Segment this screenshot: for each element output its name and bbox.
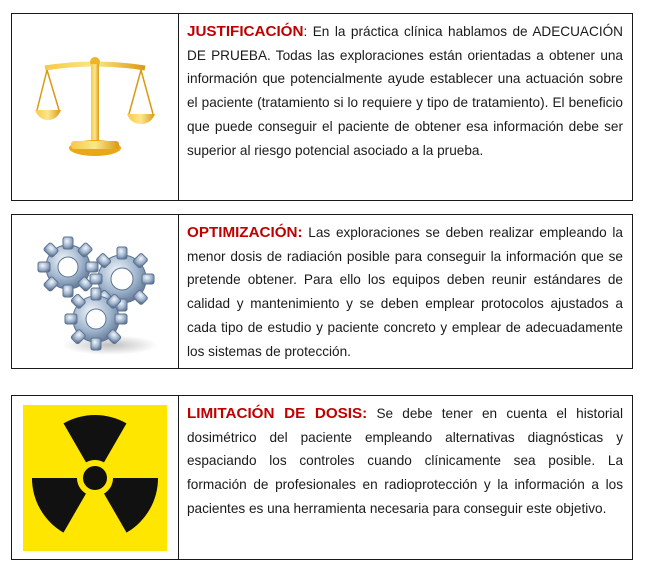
section-optimizacion [11, 214, 633, 369]
image-cell [12, 396, 179, 559]
text-cell [179, 215, 632, 368]
radiation-icon [23, 405, 167, 551]
section-body: En la práctica clínica hablamos de ADECUACIÓN DE PRUEBA. Todas las exploraciones están orientadas a obtener una información que potencialmente ayude establecer una actuación sobre el paciente (tratamiento si lo requiere y tipo de tratamiento). El beneficio que puede conseguir el paciente de obtener esa información debe ser superior al riesgo potencial asociado a la prueba. [187, 24, 623, 158]
section-justificacion [11, 13, 633, 201]
section-text [187, 20, 623, 162]
balance-scale-icon [35, 52, 155, 162]
text-cell [179, 14, 632, 200]
section-text [187, 402, 623, 521]
image-cell [12, 14, 179, 200]
gears-icon [30, 227, 160, 357]
text-cell [179, 396, 632, 559]
image-cell [12, 215, 179, 368]
section-body: Las exploraciones se deben realizar empleando la menor dosis de radiación posible para conseguir la información que se pretende obtener. Para ello los equipos deben reunir estándares de calidad y mantenimiento y se deben emplear protocolos ajustados a cada tipo de estudio y paciente concreto y emplear de adecuadamente los sistemas de protección. [187, 225, 623, 359]
title-colon: : [303, 24, 308, 39]
section-limitacion-dosis [11, 395, 633, 560]
section-title: LIMITACIÓN DE DOSIS: [187, 405, 368, 422]
section-body: Se debe tener en cuenta el historial dosimétrico del paciente empleando alternativas diagnósticas y espaciando los controles cuando clínicamente sea posible. La formación de profesionales en radioprotección y la información a los pacientes es una herramienta necesaria para conseguir este objetivo. [187, 406, 624, 516]
section-title: OPTIMIZACIÓN: [187, 224, 303, 241]
section-text [187, 221, 623, 363]
section-title: JUSTIFICACIÓN [187, 23, 304, 40]
